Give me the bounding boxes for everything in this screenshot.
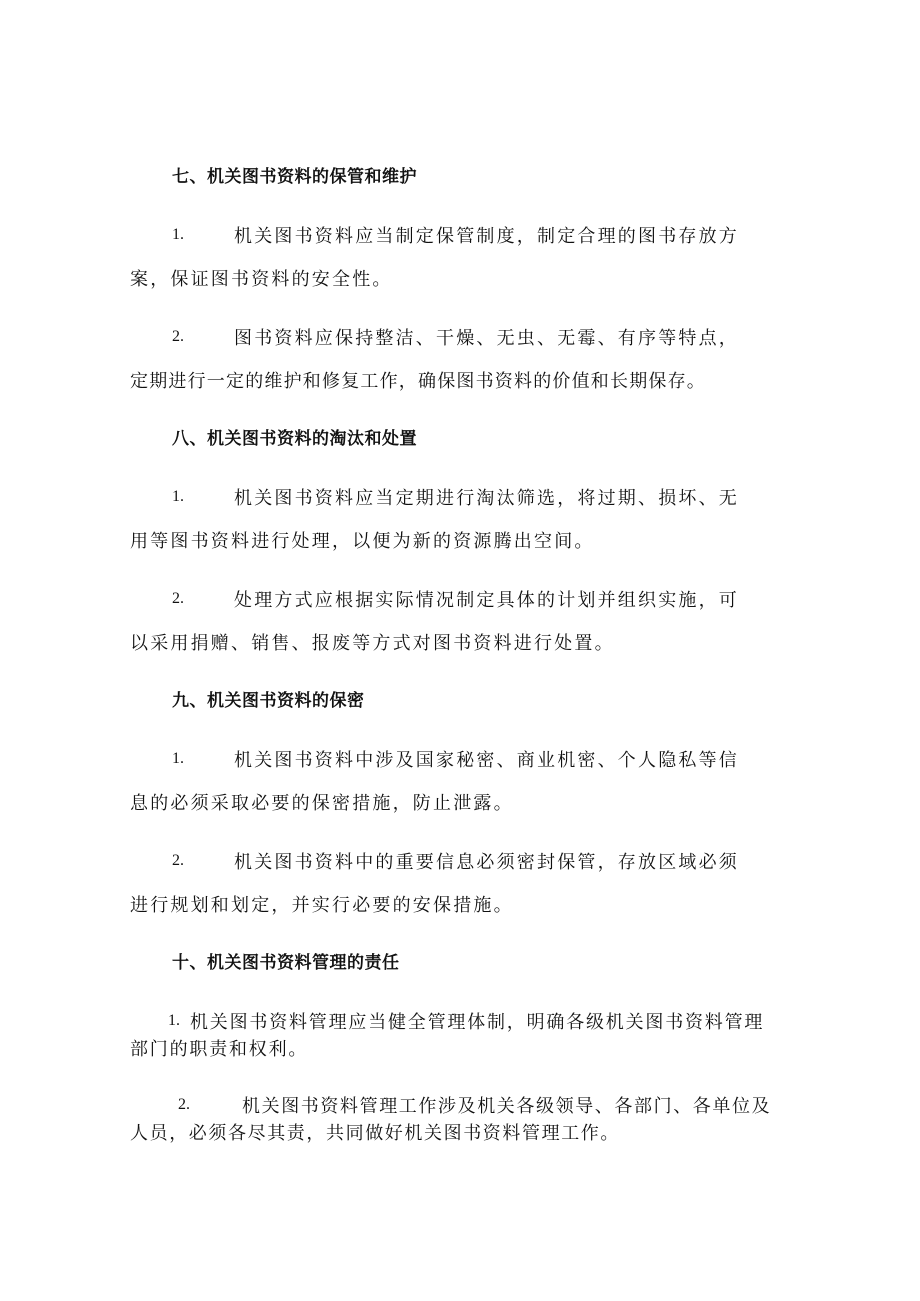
item-number: 1. — [172, 226, 184, 243]
paragraph-line: 以采用捐赠、销售、报废等方式对图书资料进行处置。 — [130, 633, 615, 654]
paragraph-line: 机关图书资料应当制定保管制度，制定合理的图书存放方 — [234, 226, 739, 247]
section-heading-8: 八、机关图书资料的淘汰和处置 — [172, 429, 417, 449]
paragraph-line: 机关图书资料管理应当健全管理体制，明确各级机关图书资料管理 — [190, 1012, 765, 1033]
item-number: 2. — [172, 852, 184, 869]
paragraph-line: 案，保证图书资料的安全性。 — [130, 269, 393, 290]
item-number: 2. — [172, 590, 184, 607]
paragraph-line: 部门的职责和权利。 — [130, 1039, 309, 1060]
paragraph-line: 用等图书资料进行处理，以便为新的资源腾出空间。 — [130, 531, 595, 552]
paragraph-line: 机关图书资料管理工作涉及机关各级领导、各部门、各单位及 — [242, 1096, 772, 1117]
paragraph-line: 机关图书资料中的重要信息必须密封保管，存放区域必须 — [234, 852, 739, 873]
item-number: 2. — [178, 1096, 190, 1113]
paragraph-line: 人员，必须各尽其责，共同做好机关图书资料管理工作。 — [130, 1123, 620, 1144]
item-number: 1. — [168, 1012, 180, 1029]
paragraph-line: 定期进行一定的维护和修复工作，确保图书资料的价值和长期保存。 — [130, 371, 706, 392]
paragraph-line: 机关图书资料应当定期进行淘汰筛选，将过期、损坏、无 — [234, 488, 739, 509]
section-heading-9: 九、机关图书资料的保密 — [172, 691, 365, 711]
paragraph-line: 息的必须采取必要的保密措施，防止泄露。 — [130, 793, 514, 814]
paragraph-line: 进行规划和划定，并实行必要的安保措施。 — [130, 895, 514, 916]
item-number: 1. — [172, 488, 184, 505]
paragraph-line: 机关图书资料中涉及国家秘密、商业机密、个人隐私等信 — [234, 750, 739, 771]
section-heading-10: 十、机关图书资料管理的责任 — [172, 953, 400, 973]
item-number: 2. — [172, 328, 184, 345]
item-number: 1. — [172, 750, 184, 767]
paragraph-line: 处理方式应根据实际情况制定具体的计划并组织实施，可 — [234, 590, 739, 611]
section-heading-7: 七、机关图书资料的保管和维护 — [172, 167, 417, 187]
paragraph-line: 图书资料应保持整洁、干燥、无虫、无霉、有序等特点， — [234, 328, 739, 349]
